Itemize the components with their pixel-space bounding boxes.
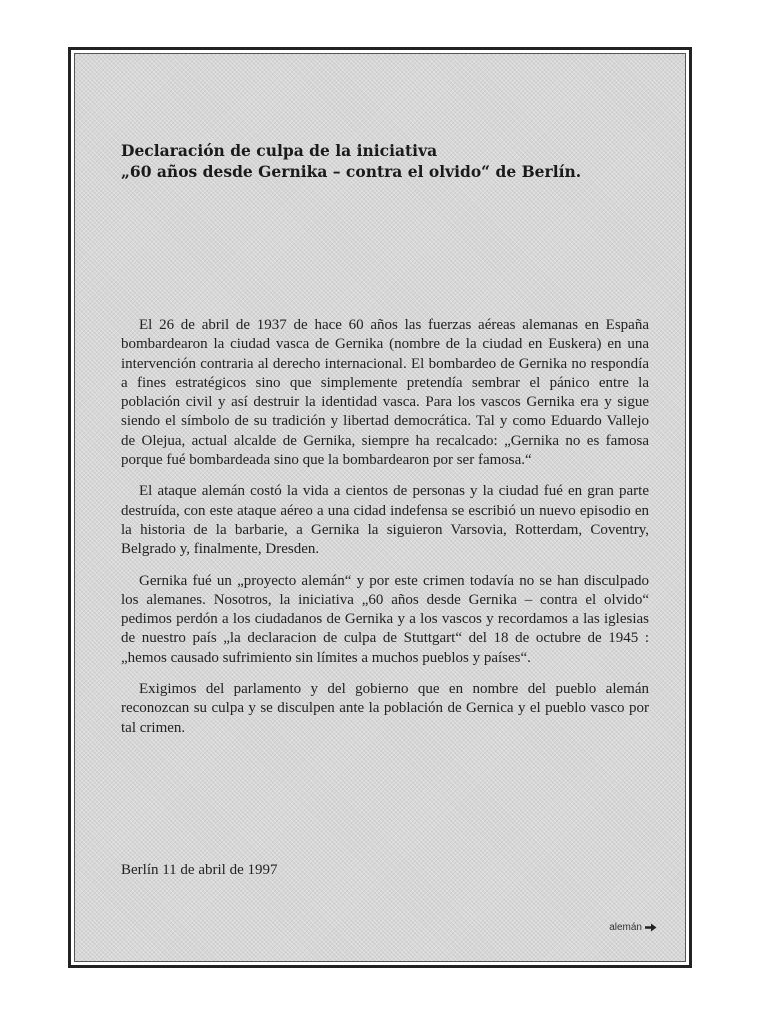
document-title: [121, 140, 641, 182]
signature-date: Berlín 11 de abril de 1997: [121, 862, 278, 878]
paragraph-1: El 26 de abril de 1937 de hace 60 años las fuerzas aéreas alemanas en España bombardearon la ciudad vasca de Gernika (nombre de la ciudad en Euskera) en una intervención contraria al derecho internacional. El bombardeo de Gernika no respondía a fines estratégicos sino que simplemente pretendía sembrar el pánico entre la población civil y así destruir la identidad vasca. Para los vascos Gernika era y sigue siendo el símbolo de su tradición y libertad democrática. Tal y como Eduardo Vallejo de Olejua, actual alcalde de Gernika, siempre ha recalcado: „Gernika no es famosa porque fué bombardeada sino que la bombardearon por ser famosa.“: [121, 317, 649, 469]
paragraph-4: Exigimos del parlamento y del gobierno que en nombre del pueblo alemán reconozcan su culpa y se disculpen ante la población de Gernica y el pueblo vasco por tal crimen.: [121, 681, 649, 736]
page-frame: [68, 47, 692, 968]
next-language-label: alemán: [609, 922, 642, 933]
title-line-2: „60 años desde Gernika – contra el olvido“ de Berlín.: [121, 162, 582, 181]
title-line-1: Declaración de culpa de la iniciativa: [121, 141, 438, 160]
document-panel: [74, 53, 686, 962]
paragraph-3: Gernika fué un „proyecto alemán“ y por este crimen todavía no se han disculpado los alemanes. Nosotros, la iniciativa „60 años desde Gernika – contra el olvido“ pedimos perdón a los ciudadanos de Gernika y a los vascos y recordamos a las iglesias de nuestro país „la declaracion de culpa de Stuttgart“ del 18 de octubre de 1945 : „hemos causado sufrimiento sin límites a muchos pueblos y países“.: [121, 572, 649, 666]
arrow-right-icon: [645, 923, 657, 932]
paragraph-2: El ataque alemán costó la vida a cientos de personas y la ciudad fué en gran parte destruída, con este ataque aéreo a una cidad indefensa se escribió un nuevo episodio en la historia de la barbarie, a Gernika la siguieron Varsovia, Rotterdam, Coventry, Belgrado y, finalmente, Dresden.: [121, 483, 649, 558]
next-language-link[interactable]: [609, 922, 657, 933]
document-body: [121, 316, 649, 750]
